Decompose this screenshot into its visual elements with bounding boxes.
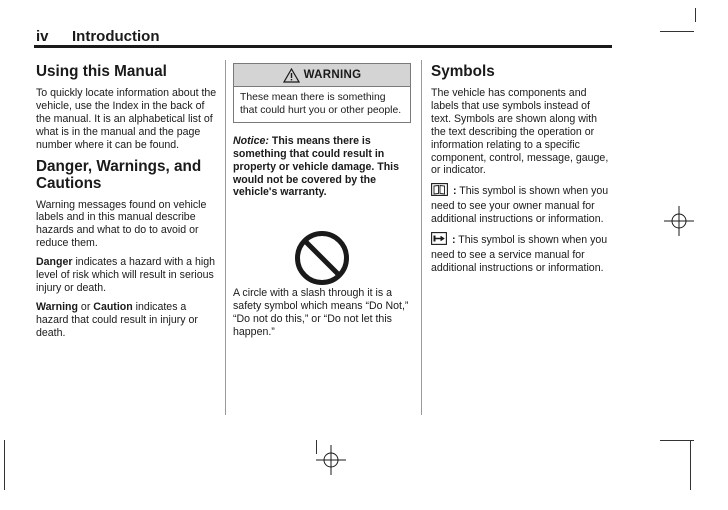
heading-symbols: Symbols xyxy=(431,63,495,80)
caution-text: indicates a hazard that could result in injury or death. xyxy=(36,300,198,339)
warning-caution-paragraph xyxy=(36,301,218,340)
warning-term: Warning xyxy=(36,300,78,313)
crop-mark-top-right xyxy=(695,8,696,22)
crop-mark-top-right-h xyxy=(660,31,694,32)
notice-paragraph xyxy=(233,135,411,199)
warning-label: WARNING xyxy=(303,68,362,81)
heading-danger-warnings: Danger, Warnings, and Cautions xyxy=(36,157,202,192)
using-manual-paragraph: To quickly locate information about the vehicle, use the Index in the back of the manual. It is an alphabetical list of what is in the manual and the page number where it can be found. xyxy=(36,87,217,151)
service-manual-text: This symbol is shown when you need to see a service manual for additional instructions or information. xyxy=(431,234,608,274)
column-middle xyxy=(233,63,411,345)
notice-label: Notice: xyxy=(233,135,269,148)
warning-box xyxy=(233,63,411,123)
column-left xyxy=(36,63,218,346)
circle-slash-caption: A circle with a slash through it is a safety symbol which means “Do Not,” “Do not do this,” or “Do not let this happen.” xyxy=(233,287,409,338)
crop-mark-bottom-right-h xyxy=(660,440,694,441)
circle-slash-icon xyxy=(293,229,351,287)
danger-paragraph xyxy=(36,256,218,295)
crop-mark-bottom-left xyxy=(4,440,5,490)
or-text: or xyxy=(77,300,94,313)
registration-mark-right-icon xyxy=(664,206,694,236)
service-manual-icon xyxy=(431,232,447,249)
service-manual-paragraph xyxy=(431,232,611,275)
danger-text: indicates a hazard with a high level of risk which will result in serious injury or death. xyxy=(36,256,216,294)
caution-term: Caution xyxy=(93,300,133,313)
service-manual-colon: : xyxy=(449,234,456,247)
warning-messages-paragraph: Warning messages found on vehicle labels and in this manual describe hazards and what to do to avoid or reduce them. xyxy=(36,198,207,250)
registration-mark-bottom-icon xyxy=(316,445,346,475)
column-divider-left xyxy=(225,60,226,415)
header-rule xyxy=(34,45,612,48)
column-divider-right xyxy=(421,60,422,415)
warning-triangle-icon xyxy=(283,68,300,83)
owner-manual-text: This symbol is shown when you need to see your owner manual for additional instructions or information. xyxy=(431,185,609,226)
heading-using-manual: Using this Manual xyxy=(36,63,167,80)
column-right xyxy=(431,63,611,281)
owner-manual-icon xyxy=(431,183,448,200)
warning-text: These mean there is something that could hurt you or other people. xyxy=(240,92,402,116)
warning-box-header xyxy=(234,64,410,87)
chapter-title: Introduction xyxy=(72,28,160,45)
crop-mark-bottom-right xyxy=(690,440,691,490)
owner-manual-colon: : xyxy=(450,185,457,198)
notice-text: This means there is something that could result in property or vehicle damage. This would not be covered by the vehicle's warranty. xyxy=(233,135,400,199)
danger-term: Danger xyxy=(36,256,73,269)
symbols-paragraph: The vehicle has components and labels that use symbols instead of text. Symbols are shown along with the text describing the operation or information relating to a specific component, control, message, gauge, or indicator. xyxy=(431,87,609,177)
owner-manual-paragraph xyxy=(431,183,611,226)
page-number: iv xyxy=(36,28,49,45)
